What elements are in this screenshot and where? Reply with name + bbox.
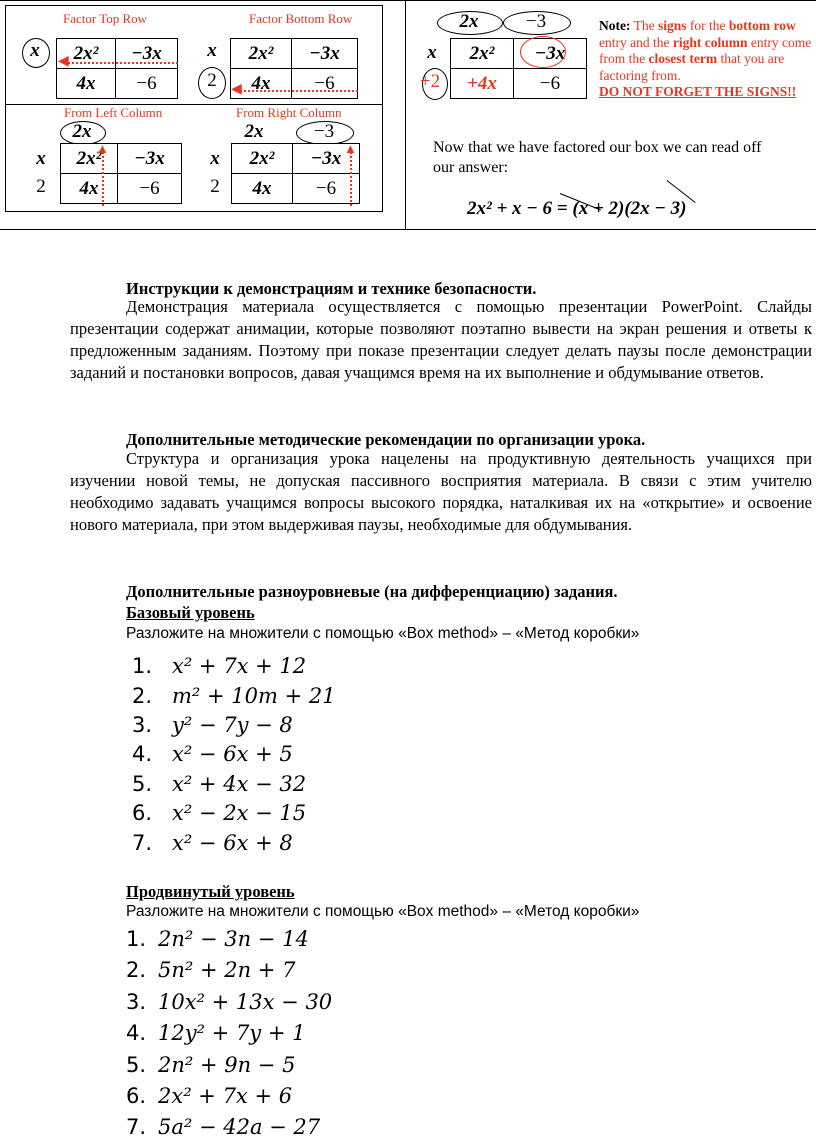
list-item [126,958,295,982]
cell-2x2 [231,143,293,174]
tasks-title: Дополнительные разноуровневые (на дифференциацию) задания. [126,582,618,601]
note-signs: signs [658,18,687,33]
cell-text: 4x [79,177,99,199]
header-factor-bottom-row: Factor Bottom Row [249,11,353,26]
side-label-2: 2 [210,176,220,197]
cell-text: 2x² [73,42,99,64]
side-label-x: x [427,42,437,63]
item-number: 5. [126,1053,147,1077]
cell-text: 2x² [469,42,495,64]
item-expression: x² − 2x − 15 [172,801,307,825]
side-label-2: 2 [207,70,217,91]
note-bottom-row: bottom row [728,18,796,33]
cell-2x2 [450,38,514,69]
cell-4x [231,173,293,204]
advanced-level-title: Продвинутый уровень [126,882,295,901]
cell-text: 4x [251,72,271,94]
cell-minus3x [117,143,182,174]
arrow-head-icon: ◀ [58,54,69,69]
item-expression: 12y² + 7y + 1 [158,1021,306,1045]
dotted-arrow-line [102,152,104,206]
cell-text: +4x [467,72,497,94]
header-factor-top-row: Factor Top Row [63,11,148,26]
cell-text: −3x [310,147,342,169]
note-text-3: entry and the [599,34,670,50]
top-label-minus3: −3 [525,11,547,32]
item-expression: 10x² + 13x − 30 [158,990,333,1014]
read-off-text: Now that we have factored our box we can read off our answer: [433,139,762,176]
list-item [132,684,336,708]
cell-minus6 [291,68,358,99]
cell-text: −3x [534,42,566,64]
cell-2x2 [60,143,118,174]
note-closest-term: closest term [648,51,718,66]
basic-level-title: Базовый уровень [126,603,255,622]
cell-text: −6 [539,72,561,94]
top-label-2x: 2x [244,121,264,142]
cell-text: −6 [139,177,160,199]
list-item [132,713,293,737]
arrow-head-icon: ▲ [344,141,357,156]
header-from-right-column: From Right Column [236,105,342,120]
item-number: 3. [126,990,147,1014]
item-number: 1. [126,927,147,951]
side-label-x: x [36,148,46,169]
item-number: 2. [132,684,153,708]
cell-text: −3x [131,42,162,64]
note-text-2: for the [689,18,726,33]
cell-text: −6 [315,177,337,199]
cell-2x2 [230,38,292,69]
safety-text: Демонстрация материала осуществляется с помощью презентации PowerPoint. Слайды презентации содержат анимации, которые позволяют поэтапно вывести на экран решения и ответы к предложенным заданиям. Поэтому при показе презентации следует делать паузы после демонстрации заданий и постановки вопросов, давая учащимся время на их выполнение и обдумывание ответов. [70,297,812,382]
safety-title: Инструкции к демонстрациям и технике безопасности. [126,279,537,298]
cell-minus3x [115,38,178,69]
note-text-4: entry come from the [599,34,812,66]
cell-text: 2x² [249,147,275,169]
side-label-x: x [207,40,217,61]
figure-vertical-divider [405,0,406,230]
cell-text: 4x [252,177,272,199]
note-text-5: that you are factoring from. [599,51,785,83]
item-expression: m² + 10m + 21 [172,684,336,708]
cell-4x [450,68,514,99]
item-expression: 5n² + 2n + 7 [158,958,296,982]
list-item [126,990,332,1014]
item-expression: 5a² − 42a − 27 [158,1115,321,1139]
list-item [132,801,306,825]
cell-text: −6 [136,72,157,94]
method-title: Дополнительные методические рекомендации по организации урока. [126,430,646,449]
item-number: 7. [126,1115,147,1139]
cell-minus6 [115,68,178,99]
note-text-1: The [633,18,655,33]
item-expression: x² + 7x + 12 [172,654,307,678]
arrow-head-icon: ▲ [96,141,109,156]
header-from-left-column: From Left Column [64,105,163,120]
circled-minus3x-marker [520,36,566,68]
cell-text: −3x [309,42,340,64]
dotted-arrow-line [237,90,358,92]
list-item [126,1084,292,1108]
list-item [132,742,293,766]
list-item [132,772,306,796]
cell-text: 2x² [248,42,274,64]
cell-minus6 [513,68,587,99]
item-number: 6. [132,801,153,825]
cell-minus6 [117,173,182,204]
top-label-2x: 2x [459,11,479,32]
item-number: 7. [132,831,153,855]
list-item [132,654,306,678]
item-number: 4. [132,742,153,766]
list-item [126,1115,320,1139]
item-expression: 2n² + 9n − 5 [158,1053,296,1077]
signs-note [599,18,813,101]
item-number: 5. [132,772,153,796]
list-item [132,831,293,855]
item-number: 3. [132,713,153,737]
cell-4x [56,68,116,99]
item-number: 2. [126,958,147,982]
cell-text: 2x² [76,147,102,169]
advanced-instruction: Разложите на множители с помощью «Box method» – «Метод коробки» [126,903,640,920]
side-label-x: x [30,40,40,61]
item-expression: y² − 7y − 8 [172,713,293,737]
side-label-2: 2 [36,176,46,197]
note-warning: DO NOT FORGET THE SIGNS!! [599,84,797,99]
item-expression: x² − 6x + 5 [172,742,293,766]
item-number: 4. [126,1021,147,1045]
cell-text: −6 [314,72,335,94]
item-expression: x² + 4x − 32 [172,772,307,796]
item-expression: 2n² − 3n − 14 [158,927,309,951]
item-number: 6. [126,1084,147,1108]
side-label-plus2: +2 [419,71,441,92]
list-item [126,1053,295,1077]
arrow-head-icon: ◀ [231,82,242,97]
side-label-x: x [210,148,220,169]
dotted-arrow-line [350,152,352,206]
note-label: Note: [599,18,631,33]
item-number: 1. [132,654,153,678]
top-label-2x: 2x [72,121,92,142]
factored-answer: 2x² + x − 6 = (x + 2)(2x − 3) [467,198,687,219]
item-expression: x² − 6x + 8 [172,831,293,855]
cell-4x [60,173,118,204]
figure-bottom-border [0,229,816,230]
basic-instruction: Разложите на множители с помощью «Box method» – «Метод коробки» [126,625,640,642]
dotted-arrow-line [64,62,178,64]
figure-top-border [0,0,816,1]
list-item [126,927,309,951]
cell-text: −3x [134,147,165,169]
method-text: Структура и организация урока нацелены на продуктивную деятельность учащихся при изучении новой темы, не допуская пассивного восприятия материала. В связи с этим учителю необходимо задавать учащимся вопросы высокого порядка, наталкивая их на «открытие» и освоение нового материала, при этом выдерживая паузы, необходимые для обдумывания. [70,449,812,534]
item-expression: 2x² + 7x + 6 [158,1084,293,1108]
list-item [126,1021,305,1045]
cell-text: 4x [76,72,96,94]
top-label-minus3: −3 [313,121,335,142]
note-right-column: right column [672,34,748,50]
cell-minus3x [291,38,358,69]
